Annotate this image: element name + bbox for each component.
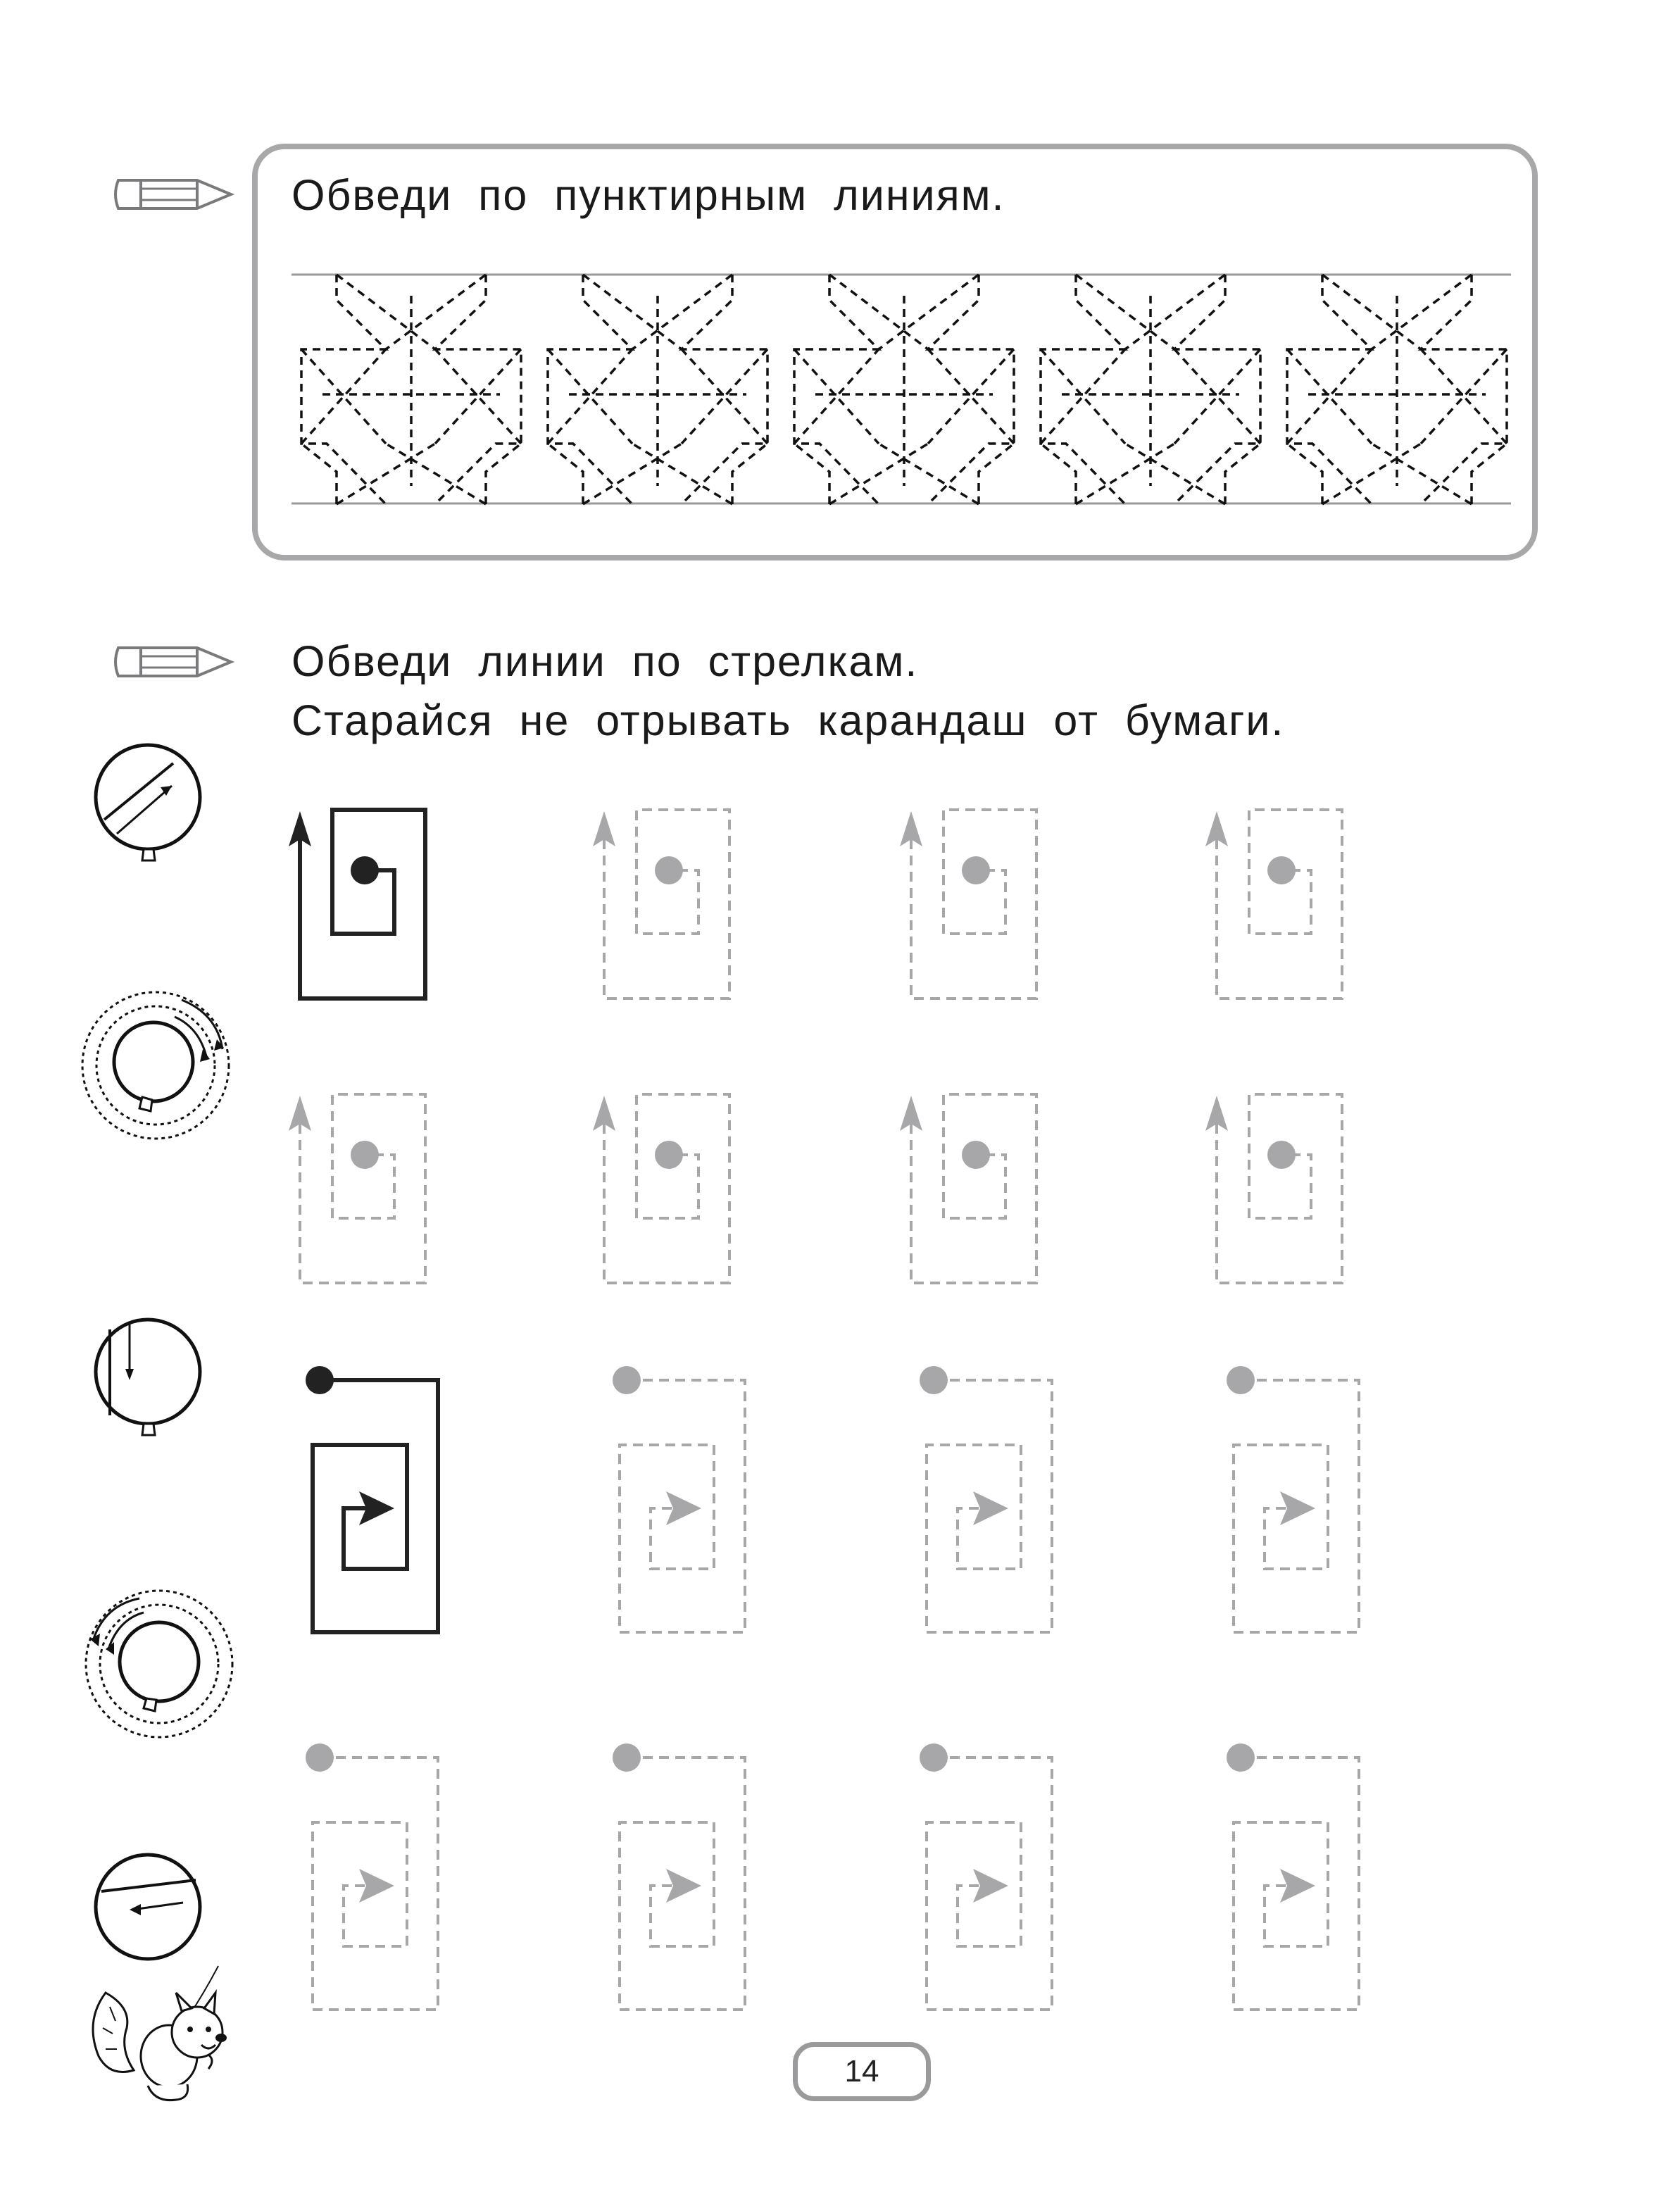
dashed-spiral-up <box>900 810 1036 998</box>
solid-spiral-right <box>306 1366 438 1632</box>
page-number-text: 14 <box>844 2054 879 2089</box>
dashed-spiral-right <box>1227 1366 1359 1632</box>
dashed-spiral-right <box>920 1743 1052 2010</box>
dashed-spiral-up <box>1205 810 1342 998</box>
dashed-spiral-right <box>613 1743 745 2010</box>
dashed-spiral-right <box>306 1743 438 2010</box>
dashed-spiral-up <box>1205 1094 1342 1283</box>
dashed-spiral-up <box>593 1094 729 1283</box>
dashed-spiral-up <box>593 810 729 998</box>
page-number <box>793 2042 931 2101</box>
dashed-spiral-right <box>920 1366 1052 1632</box>
task2-instruction-line1: Обведи линии по стрелкам. <box>292 637 919 685</box>
task1-instruction: Обведи по пунктирным линиям. <box>292 171 1005 219</box>
dashed-spiral-up <box>900 1094 1036 1283</box>
dashed-spiral-right <box>613 1366 745 1632</box>
dashed-spiral-right <box>1227 1743 1359 2010</box>
task2-instruction-line2: Старайся не отрывать карандаш от бумаги. <box>292 696 1285 744</box>
dashed-spiral-up <box>289 1094 425 1283</box>
solid-spiral-up <box>289 810 425 998</box>
